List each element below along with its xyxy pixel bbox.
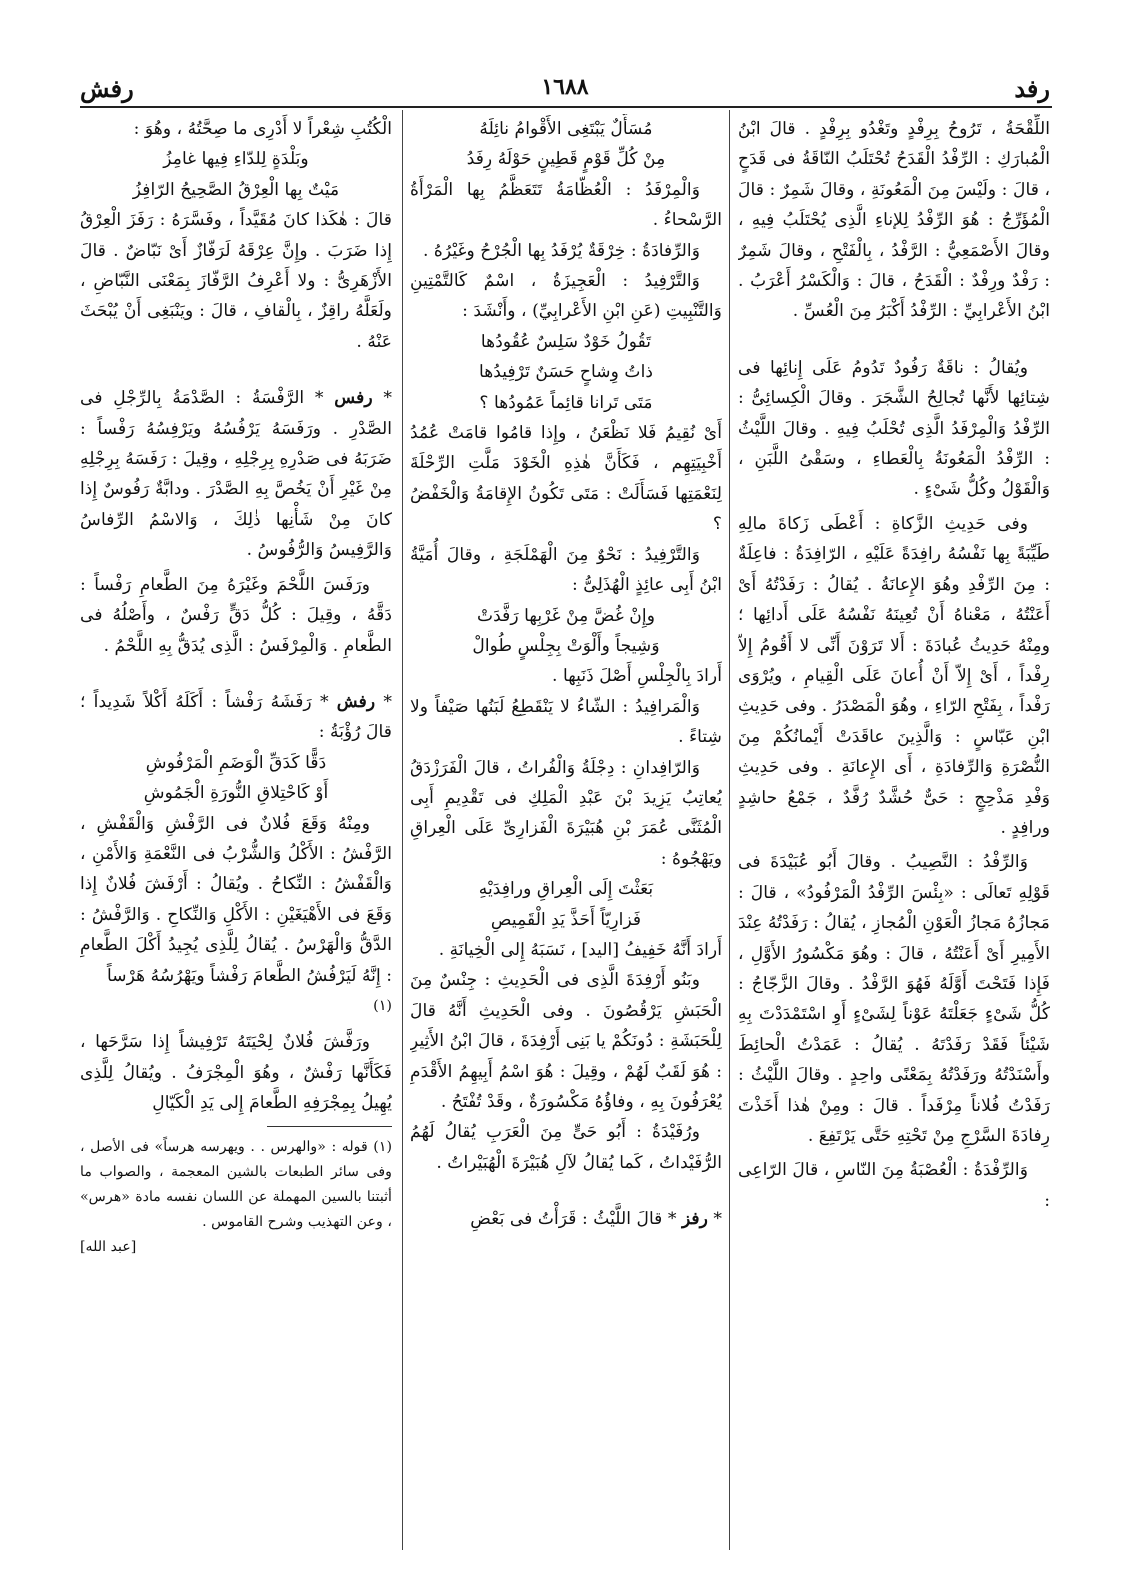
paragraph: وَالرِّفْدَةُ : الْعُصْبَةُ مِنَ النّاسِ ، قالَ الرّاعِى : bbox=[738, 1160, 1050, 1211]
entry-headword: رفز bbox=[681, 1209, 708, 1230]
page-number: ١٦٨٨ bbox=[541, 74, 589, 100]
verse-line: وَشِيجاً وأَلْوَتْ بِجِلْسٍ طُوالْ bbox=[472, 635, 660, 656]
header-rule bbox=[80, 106, 1052, 108]
verse-line: وإِنْ غُضَّ مِنْ غَرْبِها رَفَّدَتْ bbox=[476, 605, 656, 626]
column-divider bbox=[402, 110, 403, 1550]
entry-rafaz: * رفز * قالَ اللَّيْثُ : قَرَأْتُ فى بَعْضِ bbox=[470, 1209, 722, 1230]
footnote-marker: (١) bbox=[373, 997, 392, 1014]
column-left bbox=[80, 114, 392, 1544]
verse-line: بَعَثْتَ إِلَى الْعِراقِ ورافِدَيْهِ bbox=[478, 879, 654, 900]
paragraph: وَالْمِرْفَدُ : الْعُظّامَةُ تَتَعَظَّمُ بِها الْمَرْأَةُ الرَّسْحاءُ . bbox=[410, 179, 722, 231]
header-root-word-left: رفش bbox=[80, 74, 134, 103]
paragraph: ورَفَسَ اللَّحْمَ وغَيْرَهُ مِنَ الطَّعامِ رَفْساً : دَقَّهُ ، وقِيلَ : كُلُّ دَقٍّ رَفْسٌ ، وأَصْلُهُ فى الطَّعامِ . وَالْمِرْفَسُ : الَّذِى يُدَقُّ بِهِ اللَّحْمُ . bbox=[80, 574, 392, 656]
footnote: (١) قوله : «والهرس . . ويهرسه هرساً» فى الأصل ، وفى سائر الطبعات بالشين المعجمة ، والصواب ما أثبتنا بالسين المهملة عن اللسان نفسه مادة «هرس» ، وعن التهذيب وشرح القاموس . bbox=[80, 1139, 392, 1231]
verse-line: وبَلْدَةٍ لِلدّاءِ فِيها غامِزُ bbox=[163, 149, 309, 170]
paragraph-with-footnote bbox=[80, 991, 392, 1027]
paragraph: أَرادَ بِالْجِلْسِ أَصْلَ ذَنَبِها . bbox=[552, 666, 722, 687]
entry-text: الرَّفْسَةُ : الصَّدْمَةُ بِالرِّجْلِ فى الصَّدْرِ . ورَفَسَهُ يَرْفُسُهُ ويَرْفِسُهُ رَفْساً : ضَرَبَهُ فى صَدْرِهِ بِرِجْلِهِ ، وقِيلَ : رَفَسَهُ بِرِجْلِهِ مِنْ غَيْرِ أَنْ يَخُصَّ بِهِ الصَّدْرَ . ودابَّةٌ رَفُوسٌ إِذا كانَ مِنْ شَأْنِها ذٰلِكَ ، وَالاسْمُ الرِّفاسُ وَالرَّفِيسُ وَالرُّفُوسُ . bbox=[80, 388, 392, 561]
header-root-word-right: رفد bbox=[1014, 74, 1050, 103]
verse-line: دَقًّا كَدَقِّ الْوَضَمِ الْمَرْفُوشِ bbox=[145, 752, 327, 773]
verse-line: ذاتُ وِشاحٍ حَسَنٌ تَرْفِيدُها bbox=[478, 362, 654, 383]
column-divider bbox=[729, 110, 730, 1550]
verse-line: مِنْ كُلِّ قَوْمٍ قَطِينٍ حَوْلَهُ رِفَدُ bbox=[466, 149, 666, 170]
entry-headword: رفس bbox=[334, 388, 373, 409]
entry-headword: رفش bbox=[336, 691, 376, 712]
verse-line: أَوْ كَاحْتِلاقِ النُّورَةِ الْجَمُوشِ bbox=[143, 783, 329, 804]
paragraph: الْكُتُبِ شِعْراً لا أَدْرِى ما صِحَّتُهُ ، وهُوَ : bbox=[133, 119, 392, 139]
paragraph: أَىْ نُقِيمُ فَلا نَظْعَنُ ، وإِذا قامُوا قامَتْ عُمُدُ أَخْبِيَتِهِم ، فَكَأَنَّ هٰذِهِ الْخَوْدَ مَلَّتِ الرِّحْلَةَ لِنَعْمَتِها فَسَأَلَتْ : مَتَى تَكُونُ الإِقامَةُ وَالْخَفْضُ ؟ bbox=[410, 423, 722, 535]
entry-text: قالَ اللَّيْثُ : قَرَأْتُ فى بَعْضِ bbox=[470, 1209, 663, 1230]
entry-rafas: * رفس * الرَّفْسَةُ : الصَّدْمَةُ بِالرِّجْلِ فى الصَّدْرِ . ورَفَسَهُ يَرْفُسُهُ ويَرْفِسُهُ رَفْساً : ضَرَبَهُ فى صَدْرِهِ بِرِجْلِهِ ، وقِيلَ : رَفَسَهُ بِرِجْلِهِ مِنْ غَيْرِ أَنْ يَخُصَّ بِهِ الصَّدْرَ . ودابَّةٌ رَفُوسٌ إِذا كانَ مِنْ شَأْنِها ذٰلِكَ ، وَالاسْمُ الرِّفاسُ وَالرَّفِيسُ وَالرُّفُوسُ . bbox=[80, 388, 392, 561]
paragraph: اللِّقْحَةُ ، تَرُوحُ بِرِفْدٍ وتَغْدُو بِرِفْدٍ . قالَ ابْنُ الْمُبارَكِ : الرِّفْدُ الْقَدَحُ تُحْتَلَبُ النّاقَةُ فى قَدَحٍ ، قالَ : ولَيْسَ مِنَ الْمَعُونَةِ ، وقالَ شَمِرٌ : قالَ الْمُؤَرِّجُ : هُوَ الرِّفْدُ لِلإناءِ الَّذِى يُحْتَلَبُ فِيهِ ، وقالَ الأَصْمَعِيُّ : الرَّفْدُ ، بِالْفَتْحِ ، وقالَ شَمِرٌ : رَفْدٌ ورِفْدٌ : الْقَدَحُ ، قالَ : وَالْكَسْرُ أَعْرَبُ . ابْنُ الأَعْرابِيِّ : الرِّفْدُ أَكْبَرُ مِنَ الْعُسِّ . bbox=[738, 119, 1050, 322]
entry-text: رَفَشَهُ رَفْشاً : أَكَلَهُ أَكْلاً شَدِيداً ؛ قالَ رُؤْبَةُ : bbox=[80, 691, 392, 743]
verse-line: مُسَأَّلٌ يَبْتَغِى الأَقْوامُ نائِلَهُ bbox=[479, 119, 653, 139]
verse-line: فَزارِيّاً أَحَذَّ يَدِ الْقَمِيصِ bbox=[490, 909, 642, 930]
page-header bbox=[80, 66, 1050, 106]
paragraph: ورَفَّشَ فُلانٌ لِحْيَتَهُ تَرْفِيشاً إِذا سَرَّحَها ، فَكَأَنَّها رَفْشٌ ، وهُوَ الْمِجْرَفُ . ويُقالُ لِلَّذِى يُهِيلُ بِمِجْرَفِهِ الطَّعامَ إِلى يَدِ الْكَيّالِ bbox=[80, 1032, 392, 1113]
verse-line: مَيْتٌ بِها الْعِرْقُ الصَّحِيحُ الرّافِزُ bbox=[132, 179, 340, 200]
paragraph: ورُفَيْدَةُ : أَبُو حَىٍّ مِنَ الْعَرَبِ يُقالُ لَهُمُ الرُّفَيْداتُ ، كَما يُقالُ لآلِ هُبَيْرَةَ الْهُبَيْراتُ . bbox=[410, 1122, 722, 1173]
paragraph: وفى حَدِيثِ الزَّكاةِ : أَعْطَى زَكاةَ مالِهِ طَيِّبَةً بِها نَفْسُهُ رافِدَةً عَلَيْهِ ، الرّافِدَةُ : فاعِلَةٌ : مِنَ الرِّفْدِ وهُوَ الإِعانَةُ . يُقالُ : رَفَدْتُهُ أَىْ أَعَنْتُهُ ، مَعْناهُ أَنْ تُعِينَهُ نَفْسُهُ عَلَى أَدائِها ؛ ومِنْهُ حَدِيثُ عُبادَةَ : أَلا تَرَوْنَ أَنِّى لا أَقُومُ إِلاّ رِفْداً ، أَىْ إِلاّ أَنْ أُعانَ عَلَى الْقِيامِ ، ويُرْوَى رَفْداً ، بِفَتْحِ الرّاءِ ، وهُوَ الْمَصْدَرُ . وفى حَدِيثِ ابْنِ عَبّاسٍ : وَالَّذِينَ عاقَدَتْ أَيْمانُكُمْ مِنَ النُّصْرَةِ وَالرِّفادَةِ ، أَى الإِعانَةِ . وفى حَدِيثِ وَفْدِ مَذْحِجٍ : حَىٌّ حُشَّدٌ رُفَّدٌ ، جَمْعُ حاشِدٍ ورافِدٍ . bbox=[738, 513, 1050, 838]
paragraph: ويُقالُ : ناقَةٌ رَفُودٌ تَدُومُ عَلَى إِنائِها فى شِتائِها لأَنَّها تُجالِحُ الشَّجَرَ . وقالَ الْكِسائِىُّ : الرِّفْدُ وَالْمِرْفَدُ الَّذِى تُحْلَبُ فِيهِ . وقالَ اللَّيْثُ : الرِّفْدُ الْمَعُونَةُ بِالْعَطاءِ ، وسَقْىُ اللَّبَنِ ، وَالْقَوْلُ وكُلُّ شَىْءٍ . bbox=[738, 357, 1050, 500]
paragraph: وَالْمَرافِيدُ : الشّاءُ لا يَنْقَطِعُ لَبَنُها صَيْفاً ولا شِتاءً . bbox=[410, 696, 722, 748]
paragraph: وَالرِّفْدُ : النَّصِيبُ . وقالَ أَبُو عُبَيْدَةَ فى قَوْلِهِ تَعالَى : «بِئْسَ الرِّفْدُ الْمَرْفُودُ» ، قالَ : مَجازُهُ مَجازُ الْعَوْنِ الْمُجازِ ، يُقالُ : رَفَدْتُهُ عِنْدَ الأَمِيرِ أَىْ أَعَنْتُهُ ، قالَ : وهُوَ مَكْسُورُ الأَوَّلِ ، فَإِذا فَتَحْتَ أَوَّلَهُ فَهُوَ الرَّفْدُ . وقالَ الزَّجّاجُ : كُلُّ شَىْءٍ جَعَلْتَهُ عَوْناً لِشَىْءٍ أَوِ اسْتَمْدَدْتَ بِهِ شَيْئاً فَقَدْ رَفَدْتَهُ . يُقالُ : عَمَدْتُ الْحائِطَ وأَسْنَدْتُهُ ورَفَدْتُهُ بِمَعْنًى واحِدٍ . وقالَ اللَّيْثُ : رَفَدْتُ فُلاناً مِرْفَداً . قالَ : ومِنْ هٰذا أَخَذْتَ رِفادَةَ السَّرْجِ مِنْ تَحْتِهِ حَتَّى يَرْتَفِعَ . bbox=[738, 852, 1050, 1146]
verse-line: تَقُولُ خَوْدٌ سَلِسٌ عُقُودُها bbox=[480, 331, 652, 352]
paragraph: ومِنْهُ وَقَعَ فُلانٌ فى الرَّفْشِ وَالْقَفْشِ ، الرَّفْشُ : الأَكْلُ وَالشُّرْبُ فى النَّعْمَةِ وَالأَمْنِ ، وَالْقَفْشُ : النِّكاحُ . ويُقالُ : أَرْفَشَ فُلانٌ إِذا وَقَعَ فى الأَهْيَغَيْنِ : الأَكْلِ وَالنِّكاحِ . وَالرَّفْشُ : الدَّقُّ وَالْهَرْسُ . يُقالُ لِلَّذِى يُجِيدُ أَكْلَ الطَّعامِ : إِنَّهُ لَيَرْفُشُ الطَّعامَ رَفْشاً ويَهْرُسُهُ هَرْساً bbox=[80, 813, 392, 986]
paragraph: وَالتَّرْفِيدُ : الْعَجِيزَةُ ، اسْمٌ كَالتَّمْتِينِ وَالتَّنْبِيتِ (عَنِ ابْنِ الأَعْرابِيِّ) ، وأَنْشَدَ : bbox=[410, 271, 722, 322]
paragraph: وَالرّافِدانِ : دِجْلَةُ وَالْفُراتُ ، قالَ الْفَرَزْدَقُ يُعاتِبُ يَزِيدَ بْنَ عَبْدِ الْمَلِكِ فى تَقْدِيمِ أَبِى الْمُثَنَّى عُمَرَ بْنِ هُبَيْرَةَ الْفَزارِىِّ عَلَى الْعِراقِ ويَهْجُوهُ : bbox=[410, 757, 722, 869]
paragraph: وَالتَّرْفِيدُ : نَحْوٌ مِنَ الْهَمْلَجَةِ ، وقالَ أُمَيَّةُ ابْنُ أَبِى عائِذٍ الْهُذَلِىُّ : bbox=[410, 544, 722, 596]
paragraph: وبَنُو أَرْفِدَةَ الَّذِى فى الْحَدِيثِ : جِنْسٌ مِنَ الْحَبَشِ يَرْقُصُونَ . وفى الْحَدِيثِ أَنَّهُ قالَ لِلْحَبَشَةِ : دُونَكُمْ يا بَنِى أَرْفِدَةَ ، قالَ ابْنُ الأَثِيرِ : هُوَ لَقَبٌ لَهُمْ ، وقِيلَ : هُوَ اسْمُ أَبِيهِمُ الأَقْدَمِ يُعْرَفُونَ بِهِ ، وفاؤُهُ مَكْسُورَةٌ ، وقَدْ تُفْتَحُ . bbox=[410, 970, 722, 1112]
footnote-signature: [عبد الله] bbox=[80, 1239, 137, 1256]
paragraph: وَالرِّفادَةُ : خِرْقَةٌ يُرْفَدُ بِها الْجُرْحُ وغَيْرُهُ . bbox=[422, 240, 700, 261]
entry-rafash: * رفش * رَفَشَهُ رَفْشاً : أَكَلَهُ أَكْلاً شَدِيداً ؛ قالَ رُؤْبَةُ : bbox=[80, 691, 392, 743]
verse-line: مَتَى تَرانا قائِماً عَمُودُها ؟ bbox=[479, 392, 653, 413]
column-right bbox=[738, 114, 1050, 1544]
paragraph: قالَ : هٰكَذا كانَ مُقَيَّداً ، وفَسَّرَهُ : رَفَزَ الْعِرْقُ إِذا ضَرَبَ . وإِنَّ عِرْقَهُ لَرَفّازٌ أَىْ نَبّاضٌ . قالَ الأَزْهَرِىُّ : ولا أَعْرِفُ الرَّفّازَ بِمَعْنَى النَّبّاضِ ، ولَعَلَّهُ راقِزٌ ، بِالْقافِ ، قالَ : ويَنْبَغِى أَنْ يُبْحَثَ عَنْهُ . bbox=[80, 210, 392, 352]
paragraph: أَرادَ أَنَّهُ خَفِيفُ [اليد] ، نَسَبَهُ إِلى الْخِيانَةِ . bbox=[438, 939, 722, 960]
footnote-separator bbox=[267, 1126, 392, 1127]
column-middle bbox=[410, 114, 722, 1544]
